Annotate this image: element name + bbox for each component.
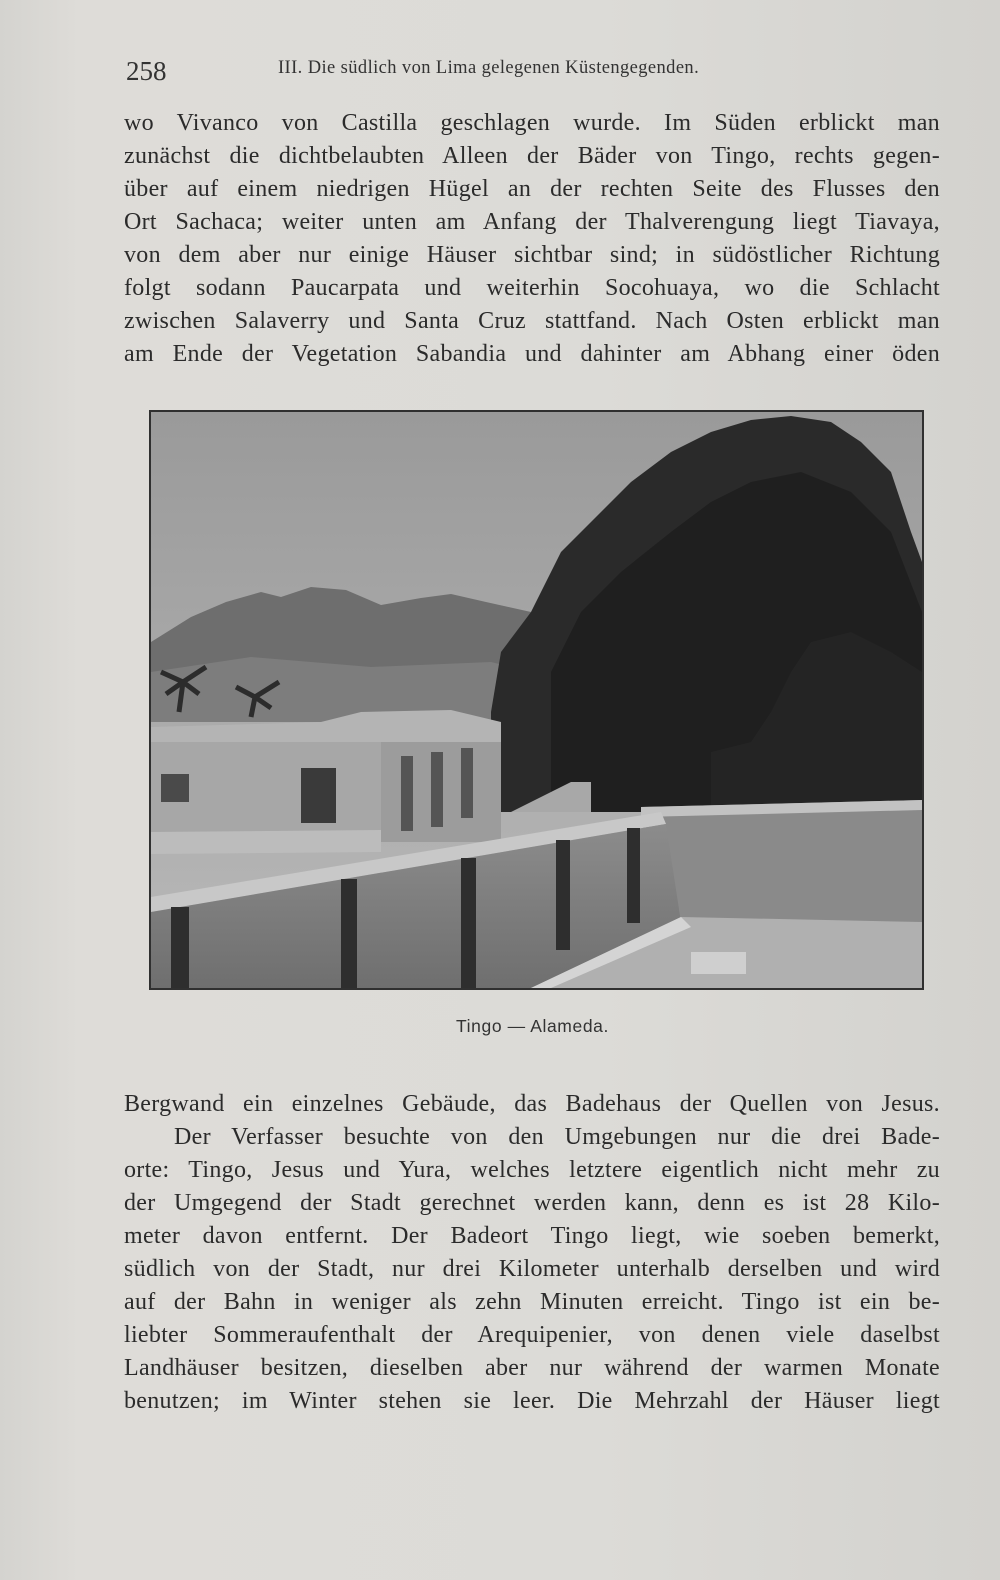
text-line: folgt sodann Paucarpata und weiterhin Socohuaya, wo die Schlacht (124, 275, 940, 301)
text-line: wo Vivanco von Castilla geschlagen wurde. Im Süden erblickt man (124, 110, 940, 136)
caption-text: Tingo — Alameda. (456, 1016, 609, 1036)
figure-caption (0, 1016, 1000, 1037)
figure-photo (149, 410, 924, 990)
text-line: Landhäuser besitzen, dieselben aber nur während der warmen Monate (124, 1355, 940, 1381)
text-line: meter davon entfernt. Der Badeort Tingo liegt, wie soeben bemerkt, (124, 1223, 940, 1249)
paragraph-top (124, 107, 940, 371)
page-number: 258 (126, 56, 167, 86)
text-line: benutzen; im Winter stehen sie leer. Die Mehrzahl der Häuser liegt (124, 1388, 940, 1414)
text-line: zunächst die dichtbelaubten Alleen der Bäder von Tingo, rechts gegen- (124, 143, 940, 169)
text-line: liebter Sommeraufenthalt der Arequipenier, von denen viele daselbst (124, 1322, 940, 1348)
paragraph-bottom (124, 1088, 940, 1418)
photo-tingo-alameda (149, 410, 924, 990)
text-line: Ort Sachaca; weiter unten am Anfang der Thalverengung liegt Tiavaya, (124, 209, 940, 235)
text-line: zwischen Salaverry und Santa Cruz stattfand. Nach Osten erblickt man (124, 308, 940, 334)
text-line: über auf einem niedrigen Hügel an der rechten Seite des Flusses den (124, 176, 940, 202)
text-line: auf der Bahn in weniger als zehn Minuten erreicht. Tingo ist ein be- (124, 1289, 940, 1315)
text-line: am Ende der Vegetation Sabandia und dahinter am Abhang einer öden (124, 341, 940, 367)
text-line: von dem aber nur einige Häuser sichtbar sind; in südöstlicher Richtung (124, 242, 940, 268)
text-line: Der Verfasser besuchte von den Umgebungen nur die drei Bade- (174, 1124, 940, 1150)
text-line: südlich von der Stadt, nur drei Kilometer unterhalb derselben und wird (124, 1256, 940, 1282)
text-line: Bergwand ein einzelnes Gebäude, das Badehaus der Quellen von Jesus. (124, 1091, 940, 1117)
running-head: III. Die südlich von Lima gelegenen Küstengegenden. (278, 58, 700, 78)
text-line: der Umgegend der Stadt gerechnet werden kann, denn es ist 28 Kilo- (124, 1190, 940, 1216)
page-header (126, 50, 806, 84)
text-line: orte: Tingo, Jesus und Yura, welches letztere eigentlich nicht mehr zu (124, 1157, 940, 1183)
